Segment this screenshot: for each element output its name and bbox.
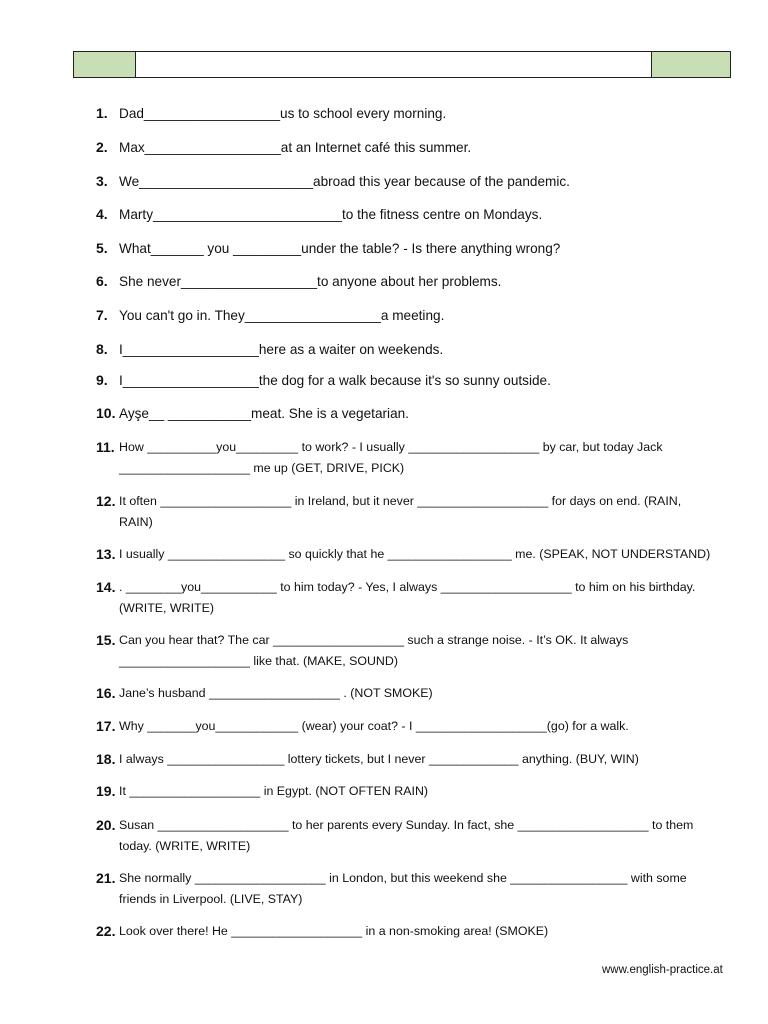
item-text: You can't go in. They__________________a meeting.: [119, 308, 445, 323]
item-text: Jane’s husband ___________________ . (NOT SMOKE): [119, 686, 433, 700]
item-number: 19.: [96, 783, 116, 799]
item-number: 20.: [96, 817, 116, 833]
item-number: 22.: [96, 923, 116, 939]
item-text: She normally ___________________ in London, but this weekend she _________________ with some: [119, 871, 687, 885]
item-text: Dad__________________us to school every morning.: [119, 106, 447, 121]
item-number: 5.: [96, 240, 108, 256]
item-number: 2.: [96, 139, 108, 155]
item-number: 15.: [96, 632, 116, 648]
item-number: 13.: [96, 546, 116, 562]
item-text-continued: ___________________ like that. (MAKE, SOUND): [119, 654, 398, 668]
item-text: I usually _________________ so quickly that he __________________ me. (SPEAK, NOT UNDERSTAND): [119, 547, 711, 561]
header-cell-right: [651, 52, 730, 77]
footer-url: www.english-practice.at: [602, 964, 723, 976]
item-number: 1.: [96, 105, 108, 121]
item-number: 14.: [96, 579, 116, 595]
item-text-continued: friends in Liverpool. (LIVE, STAY): [119, 892, 303, 906]
item-number: 4.: [96, 206, 108, 222]
item-number: 8.: [96, 341, 108, 357]
item-number: 12.: [96, 493, 116, 509]
item-text-continued: today. (WRITE, WRITE): [119, 839, 251, 853]
item-number: 11.: [96, 439, 115, 455]
item-text: Max__________________at an Internet café this summer.: [119, 140, 472, 155]
item-number: 10.: [96, 405, 116, 421]
header-cell-title: [136, 52, 651, 77]
item-number: 17.: [96, 718, 116, 734]
item-number: 3.: [96, 173, 108, 189]
item-text-continued: (WRITE, WRITE): [119, 601, 214, 615]
header-cell-left: [74, 52, 136, 77]
item-text: It ___________________ in Egypt. (NOT OFTEN RAIN): [119, 784, 429, 798]
item-text: How __________you_________ to work? - I usually ___________________ by car, but today Jack: [119, 440, 663, 454]
item-text: What_______ you _________under the table? - Is there anything wrong?: [119, 241, 561, 256]
item-number: 21.: [96, 870, 116, 886]
item-text: Susan ___________________ to her parents every Sunday. In fact, she ___________________ to them: [119, 818, 694, 832]
item-number: 9.: [96, 372, 108, 388]
item-text: Marty_________________________to the fitness centre on Mondays.: [119, 207, 543, 222]
item-number: 16.: [96, 685, 116, 701]
item-number: 6.: [96, 273, 108, 289]
item-text: Ayşe__ ___________meat. She is a vegetarian.: [119, 406, 409, 421]
item-text: It often ___________________ in Ireland, but it never ___________________ for days on end. (RAIN,: [119, 494, 682, 508]
item-text-continued: RAIN): [119, 515, 153, 529]
item-text: Can you hear that? The car ___________________ such a strange noise. - It’s OK. It always: [119, 633, 629, 647]
item-number: 7.: [96, 307, 108, 323]
item-text: I__________________here as a waiter on weekends.: [119, 342, 444, 357]
item-number: 18.: [96, 751, 116, 767]
item-text: I always _________________ lottery tickets, but I never _____________ anything. (BUY, WIN): [119, 752, 639, 766]
item-text: I__________________the dog for a walk because it's so sunny outside.: [119, 373, 551, 388]
header-bar: [73, 51, 731, 78]
item-text: Why _______you____________ (wear) your coat? - I ___________________(go) for a walk.: [119, 719, 629, 733]
item-text: We_______________________abroad this year because of the pandemic.: [119, 174, 570, 189]
item-text-continued: ___________________ me up (GET, DRIVE, PICK): [119, 461, 405, 475]
item-text: . ________you___________ to him today? - Yes, I always ___________________ to him on his birthday.: [119, 580, 696, 594]
item-text: Look over there! He ___________________ in a non-smoking area! (SMOKE): [119, 924, 549, 938]
item-text: She never__________________to anyone about her problems.: [119, 274, 502, 289]
